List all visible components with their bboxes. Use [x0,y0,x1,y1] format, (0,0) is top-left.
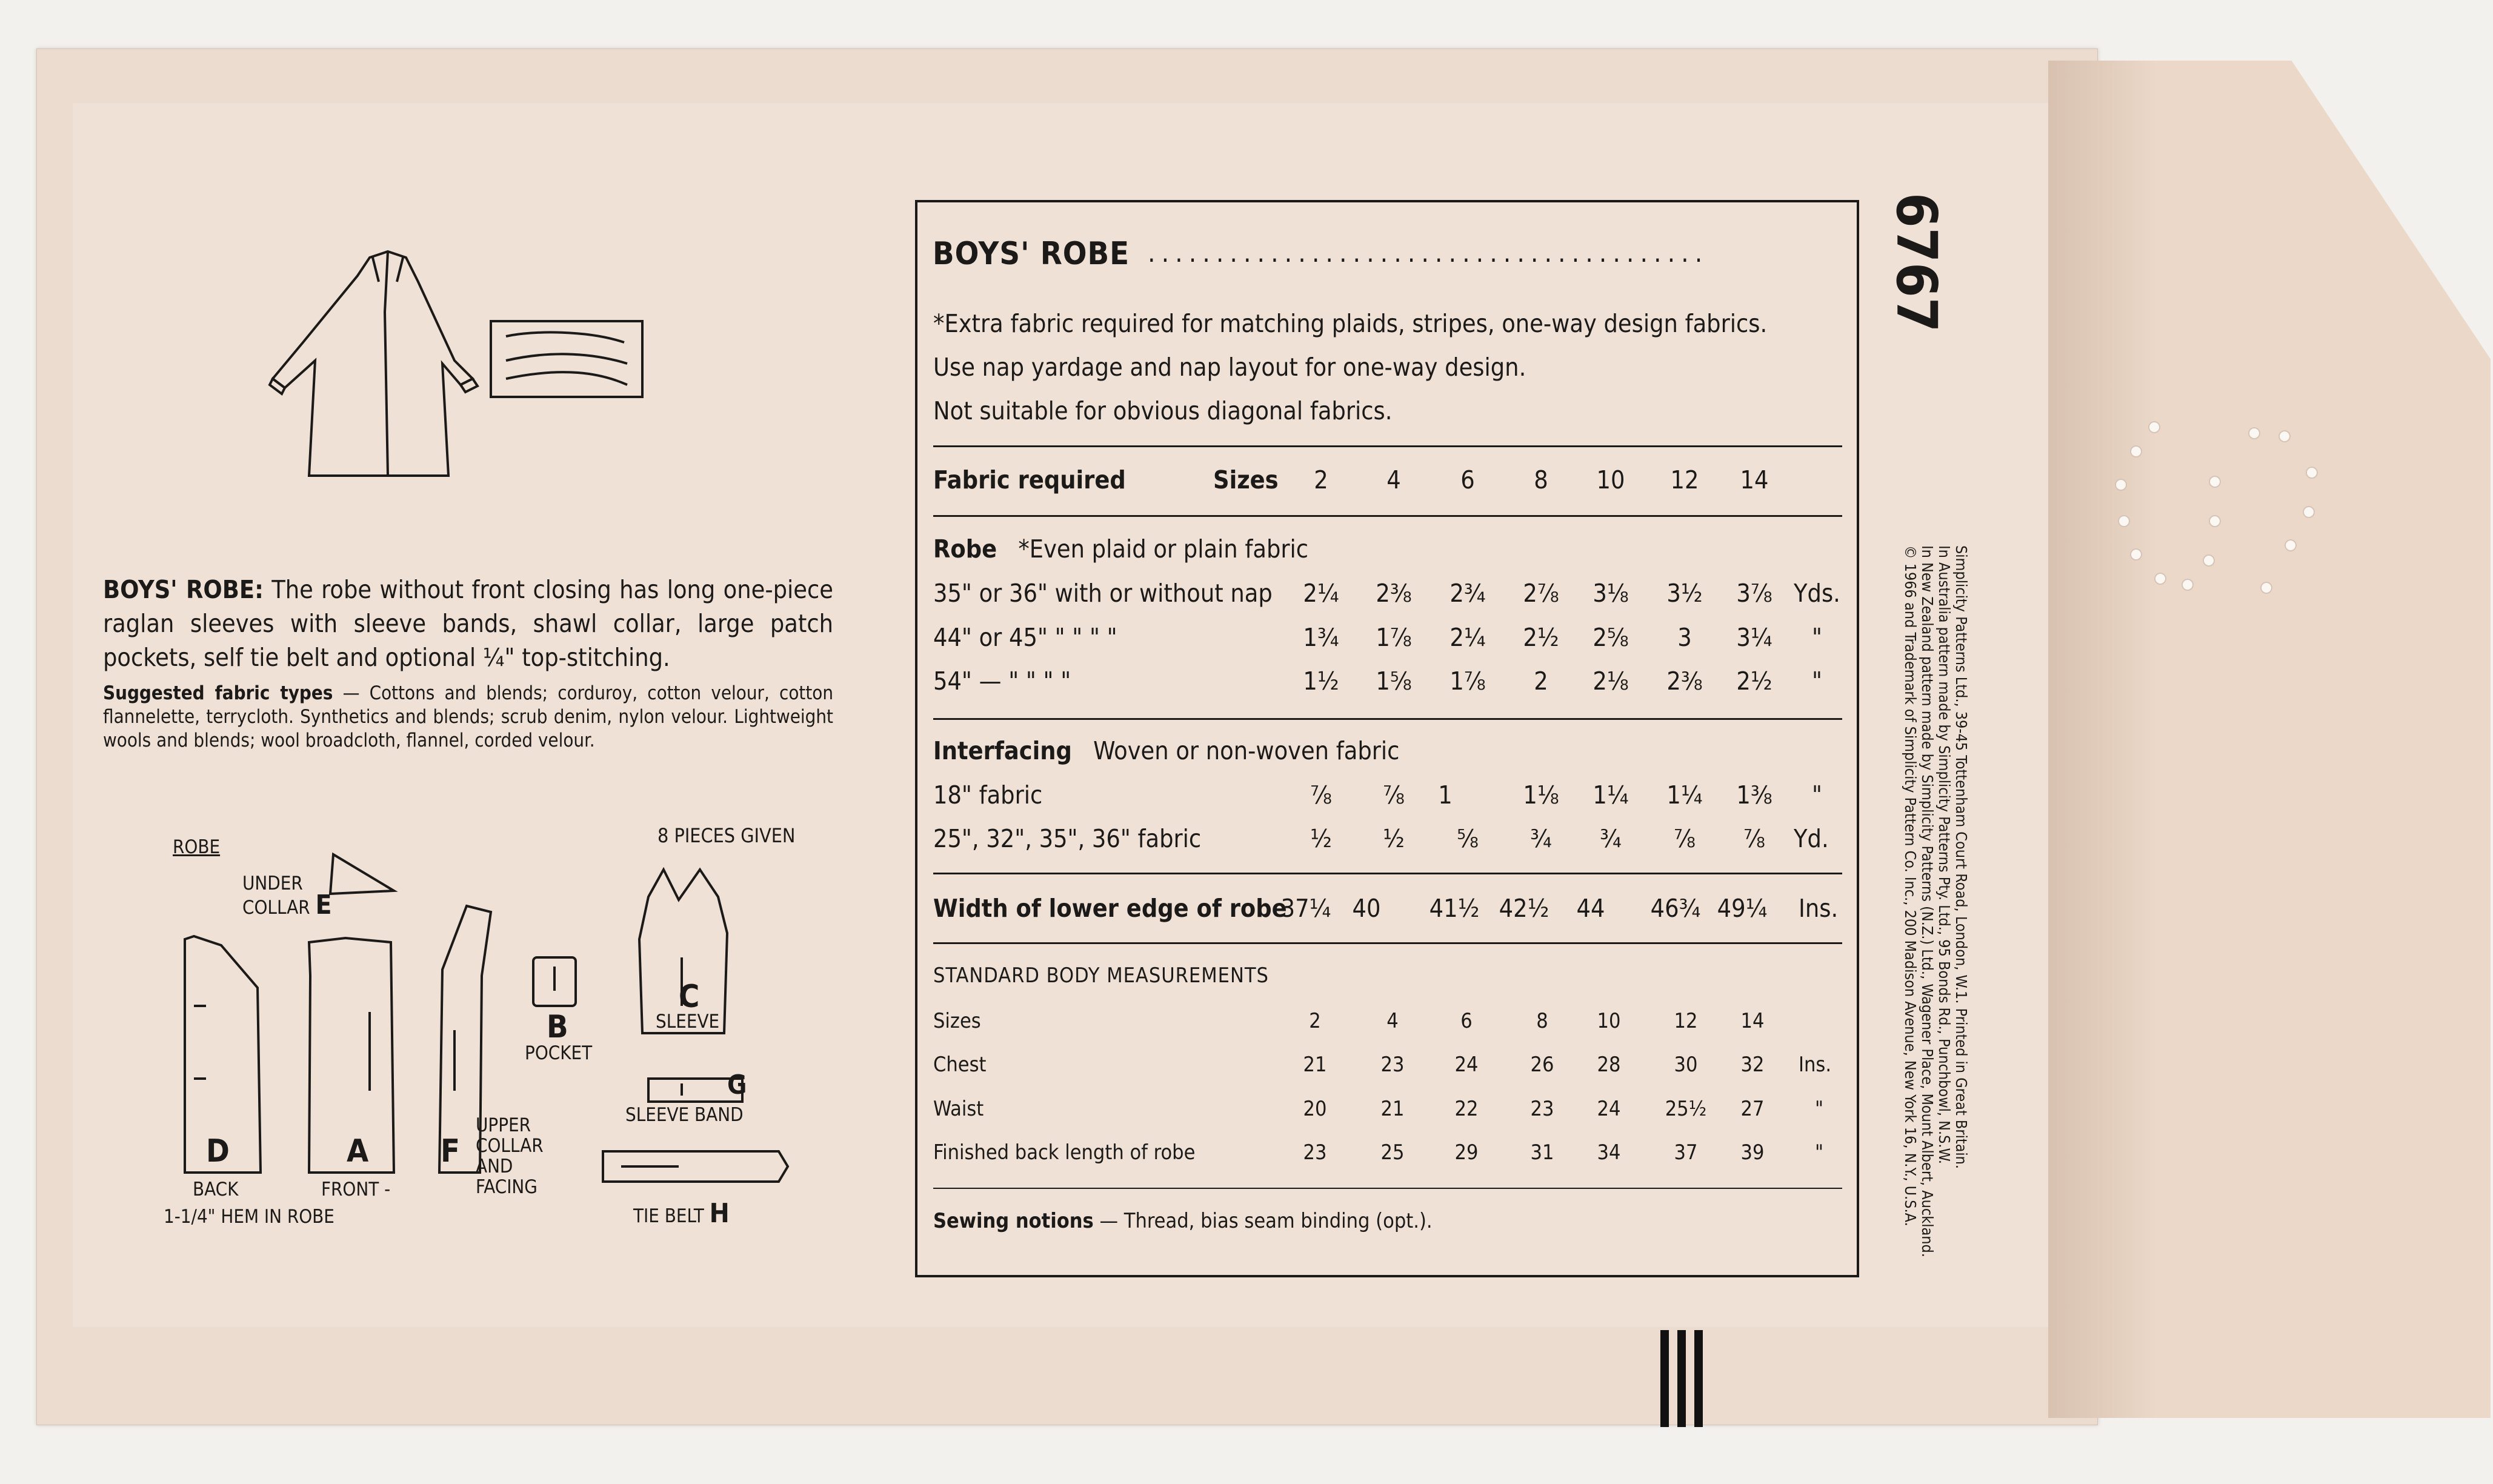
row-label: 25", 32", 35", 36" fabric [933,824,1202,853]
cell: 46¾ [1650,894,1701,923]
unit: " [1812,667,1822,696]
row-label: Sizes [933,1009,981,1033]
cell: 24 [1597,1097,1621,1121]
size-col-7: 14 [1740,465,1769,494]
cell: 26 [1530,1053,1554,1077]
chart-title: BOYS' ROBE [933,236,1130,272]
cell: 24 [1454,1053,1479,1077]
cell: 2½ [1736,667,1772,696]
chart-note-1: *Extra fabric required for matching plaids, stripes, one-way design fabrics. [933,309,1768,338]
publisher-line-2: In Australia pattern made by Simplicity Patterns Pty. Ltd., 95 Bonds Rd., Punchbowl, N.S.W. [1935,545,1953,1165]
cell: 44 [1576,894,1605,923]
cell: ⅞ [1310,780,1332,810]
unit: Yds. [1794,579,1840,608]
unit: Ins. [1799,894,1839,923]
cell: 21 [1380,1097,1405,1121]
piece-b-letter: B [547,1009,568,1045]
unit: " [1815,1140,1824,1165]
cell: 21 [1303,1053,1327,1077]
size-col-1: 2 [1314,465,1328,494]
cell: ¾ [1530,824,1552,853]
cell: 2¾ [1450,579,1486,608]
cell: 25 [1380,1140,1405,1165]
rule-6 [933,1188,1842,1189]
cell: 4 [1386,1009,1399,1033]
cell: 2⅛ [1593,667,1629,696]
cell: 22 [1454,1097,1479,1121]
piece-h-name: TIE BELT H [633,1198,730,1229]
cell: ½ [1383,824,1405,853]
rule-4 [933,873,1842,874]
piece-g-letter: G [727,1070,747,1100]
cell: 34 [1597,1140,1621,1165]
cell: 3⅛ [1593,579,1629,608]
cell: ⅞ [1743,824,1765,853]
cell: 3½ [1666,579,1703,608]
cell: 23 [1380,1053,1405,1077]
piece-b-name: POCKET [525,1042,593,1064]
cell: 37¼ [1280,894,1331,923]
size-col-2: 4 [1386,465,1401,494]
row-label: Waist [933,1097,984,1121]
unit: Ins. [1799,1053,1832,1077]
publisher-line-1: Simplicity Patterns Ltd., 39-45 Tottenham Court Road, London, W.1. Printed in Great Britain. [1952,545,1970,1170]
cell: 1⅛ [1523,780,1559,810]
row-label: 35" or 36" with or without nap [933,579,1273,608]
cell: 28 [1597,1053,1621,1077]
cell: 23 [1530,1097,1554,1121]
cell: 2⅞ [1523,579,1559,608]
publisher-line-3: In New Zealand pattern made by Simplicity Patterns (N.Z.) Ltd., Wagener Place, Mount Albert, Auckland. [1919,545,1936,1257]
piece-g-name: SLEEVE BAND [625,1104,744,1126]
piece-a-name: FRONT - [321,1179,391,1200]
rule-1 [933,445,1842,447]
row-label: Width of lower edge of robe [933,894,1287,923]
cell: 2¼ [1303,579,1339,608]
cell: 10 [1597,1009,1621,1033]
cell: 1½ [1303,667,1339,696]
registration-bars [1660,1330,1709,1427]
unit: Yd. [1794,824,1829,853]
cell: 2 [1534,667,1548,696]
row-label: Finished back length of robe [933,1140,1196,1165]
size-col-3: 6 [1460,465,1475,494]
flap-fold-shadow [2048,61,2157,1418]
description-text: BOYS' ROBE: The robe without front closing has long one-piece raglan sleeves with sleeve bands, shawl collar, large patch pockets, self tie belt and optional ¼" top-stitching. [103,575,833,672]
cell: 2¼ [1450,623,1486,652]
size-col-5: 10 [1596,465,1625,494]
unit: " [1812,780,1822,810]
cell: 6 [1460,1009,1473,1033]
cell: 1¼ [1666,780,1703,810]
row-label: 44" or 45" " " " " [933,623,1117,652]
cell: 20 [1303,1097,1327,1121]
piece-e-label: UNDER COLLAR E [242,873,332,920]
cell: 49¼ [1717,894,1768,923]
cell: 29 [1454,1140,1479,1165]
cell: 3⅞ [1736,579,1772,608]
cell: 1¼ [1593,780,1629,810]
cell: ⅞ [1674,824,1696,853]
perforation-marks [2085,412,2339,618]
cell: 23 [1303,1140,1327,1165]
cell: 8 [1536,1009,1548,1033]
cell: 1 [1438,780,1453,810]
publisher-line-4: © 1966 and Trademark of Simplicity Pattern Co. Inc., 200 Madison Avenue, New York 16, N.Y., U.S.A. [1902,545,1919,1226]
fabric-required-label: Fabric required [933,465,1126,494]
cell: 27 [1740,1097,1765,1121]
cell: 41½ [1429,894,1480,923]
piece-c-name: SLEEVE [656,1011,720,1033]
unit: " [1815,1097,1824,1121]
row-label: 18" fabric [933,780,1043,810]
description-block [103,573,833,753]
chart-note-2: Use nap yardage and nap layout for one-way design. [933,353,1526,382]
robe-illustration [248,239,648,482]
chart-title-dots: ......................................... [1148,238,1709,268]
robe-label: ROBE [173,836,221,858]
cell: 1¾ [1303,623,1339,652]
cell: 1⅝ [1376,667,1412,696]
cell: 1⅞ [1376,623,1412,652]
interfacing-heading: Interfacing Woven or non-woven fabric [933,736,1400,765]
cell: 3¼ [1736,623,1772,652]
cell: 3 [1677,623,1692,652]
size-col-6: 12 [1670,465,1699,494]
rule-5 [933,942,1842,944]
piece-a-letter: A [347,1133,369,1170]
pattern-number: 6767 [1884,193,1949,333]
piece-d-letter: D [206,1133,230,1170]
fabric-suggestions: Suggested fabric types — Cottons and blends; corduroy, cotton velour, cotton flannelette, terrycloth. Synthetics and blends; scrub denim, nylon velour. Lightweight wools and blends; wool broadcloth, flannel, corded velour. [103,682,833,751]
cell: 32 [1740,1053,1765,1077]
cell: ⅞ [1383,780,1405,810]
hem-note: 1-1/4" HEM IN ROBE [164,1206,335,1228]
cell: 30 [1674,1053,1698,1077]
piece-f-letter: F [441,1133,460,1170]
cell: 12 [1674,1009,1698,1033]
piece-f-name: UPPER COLLAR AND FACING [476,1114,544,1198]
sizes-label: Sizes [1213,465,1279,494]
chart-note-3: Not suitable for obvious diagonal fabrics. [933,396,1393,425]
cell: 1⅞ [1450,667,1486,696]
pieces-count: 8 PIECES GIVEN [657,824,796,847]
cell: 2⅜ [1666,667,1703,696]
sewing-notions: Sewing notions — Thread, bias seam binding (opt.). [933,1209,1433,1233]
cell: ⅝ [1457,824,1479,853]
robe-heading: Robe *Even plaid or plain fabric [933,534,1309,564]
cell: 40 [1352,894,1381,923]
cell: 2½ [1523,623,1559,652]
rule-2 [933,515,1842,517]
row-label: 54" — " " " " [933,667,1071,696]
cell: 2 [1309,1009,1321,1033]
cell: 39 [1740,1140,1765,1165]
body-measurements-heading: STANDARD BODY MEASUREMENTS [933,963,1269,988]
piece-d-name: BACK [193,1179,239,1200]
cell: 42½ [1499,894,1549,923]
rule-3 [933,718,1842,720]
piece-c-letter: C [679,979,700,1015]
cell: 14 [1740,1009,1765,1033]
row-label: Chest [933,1053,987,1077]
cell: ¾ [1600,824,1622,853]
cell: 37 [1674,1140,1698,1165]
cell: 25½ [1665,1097,1707,1121]
cell: 31 [1530,1140,1554,1165]
cell: 2⅜ [1376,579,1412,608]
cell: ½ [1310,824,1332,853]
size-col-4: 8 [1534,465,1548,494]
cell: 1⅜ [1736,780,1772,810]
publisher-text [1879,545,1969,1273]
unit: " [1812,623,1822,652]
cell: 2⅝ [1593,623,1629,652]
